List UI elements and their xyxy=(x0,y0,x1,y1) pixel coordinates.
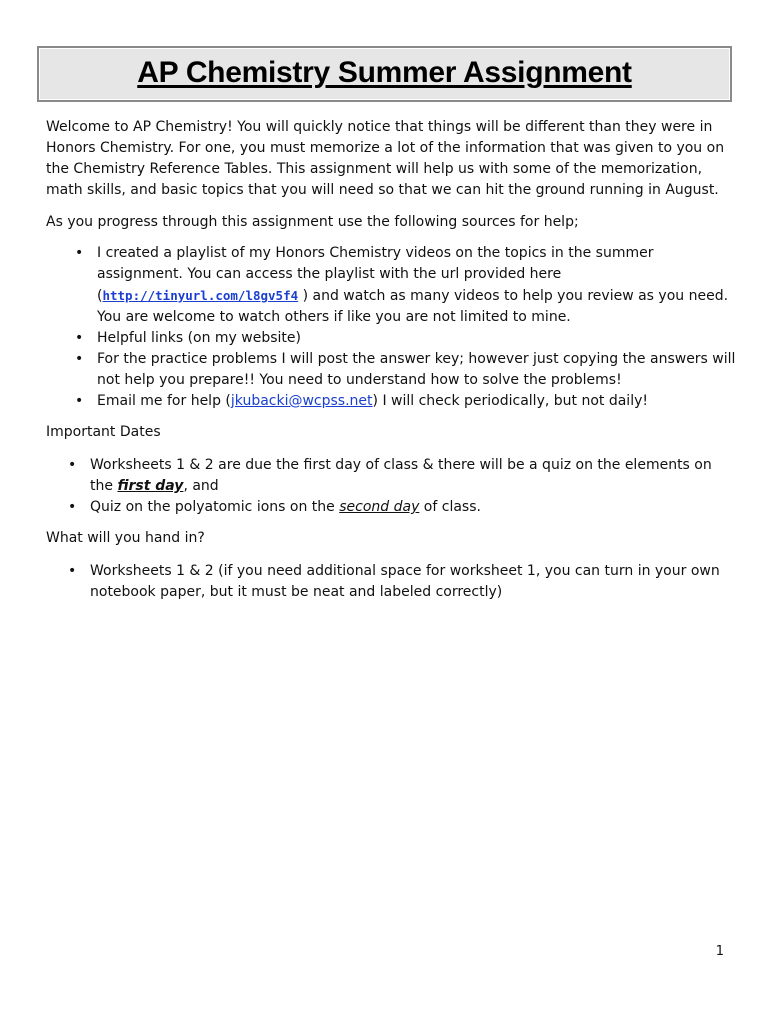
bullet-icon: • xyxy=(75,393,84,409)
dates-item2-text: Quiz on the polyatomic ions on the xyxy=(90,499,340,515)
sources-item2-text: Helpful links (on my website) xyxy=(97,330,301,346)
title-box xyxy=(37,46,732,102)
list-item xyxy=(46,455,736,497)
hand-in-list xyxy=(46,561,736,603)
dates-list xyxy=(46,455,736,518)
bullet-icon: • xyxy=(68,457,77,473)
sources-item1-text-end: ) and watch as many videos to help you review as you need. You are welcome to watch others if like you are not limited to mine. xyxy=(97,288,729,325)
dates-item2-text-end: of class. xyxy=(419,499,481,515)
sources-intro: As you progress through this assignment use the following sources for help; xyxy=(46,214,579,230)
list-item xyxy=(46,243,736,328)
list-item xyxy=(46,561,736,603)
playlist-link[interactable]: http://tinyurl.com/l8gv5f4 xyxy=(102,288,299,303)
dates-item1-text-end: , and xyxy=(183,478,219,494)
sources-item3-text: For the practice problems I will post the answer key; however just copying the answers will not help you prepare!! You need to understand how to solve the problems! xyxy=(97,351,736,388)
second-day-emphasis: second day xyxy=(339,499,420,515)
document-body xyxy=(46,117,736,603)
page-title: AP Chemistry Summer Assignment xyxy=(137,56,632,89)
important-dates-heading: Important Dates xyxy=(46,424,161,440)
bullet-icon: • xyxy=(68,499,77,515)
bullet-icon: • xyxy=(75,245,84,261)
list-item xyxy=(46,391,736,412)
dates-item1-text: Worksheets 1 & 2 are due the first day of class & there will be a quiz on the elements on the xyxy=(90,457,712,494)
intro-paragraph: Welcome to AP Chemistry! You will quickly notice that things will be different than they were in Honors Chemistry. For one, you must memorize a lot of the information that was given to you on the Chemistry Reference Tables. This assignment will help us with some of the memorization, math skills, and basic topics that you will need so that we can hit the ground running in August. xyxy=(46,119,725,198)
bullet-icon: • xyxy=(75,330,84,346)
sources-item4-text-end: ) I will check periodically, but not daily! xyxy=(372,393,648,409)
email-link[interactable]: jkubacki@wcpss.net xyxy=(230,393,373,409)
sources-item1-text: I created a playlist of my Honors Chemistry videos on the topics in the summer assignment. You can access the playlist with the url provided here ( xyxy=(97,245,654,304)
sources-list xyxy=(46,243,736,412)
list-item xyxy=(46,328,736,349)
first-day-emphasis: first day xyxy=(117,478,184,494)
handin-item1-text: Worksheets 1 & 2 (if you need additional space for worksheet 1, you can turn in your own notebook paper, but it must be neat and labeled correctly) xyxy=(90,563,720,600)
list-item xyxy=(46,497,736,518)
sources-item4-text: Email me for help ( xyxy=(97,393,231,409)
page-number: 1 xyxy=(715,944,724,959)
bullet-icon: • xyxy=(75,351,84,367)
hand-in-heading: What will you hand in? xyxy=(46,530,205,546)
list-item xyxy=(46,349,736,391)
bullet-icon: • xyxy=(68,563,77,579)
